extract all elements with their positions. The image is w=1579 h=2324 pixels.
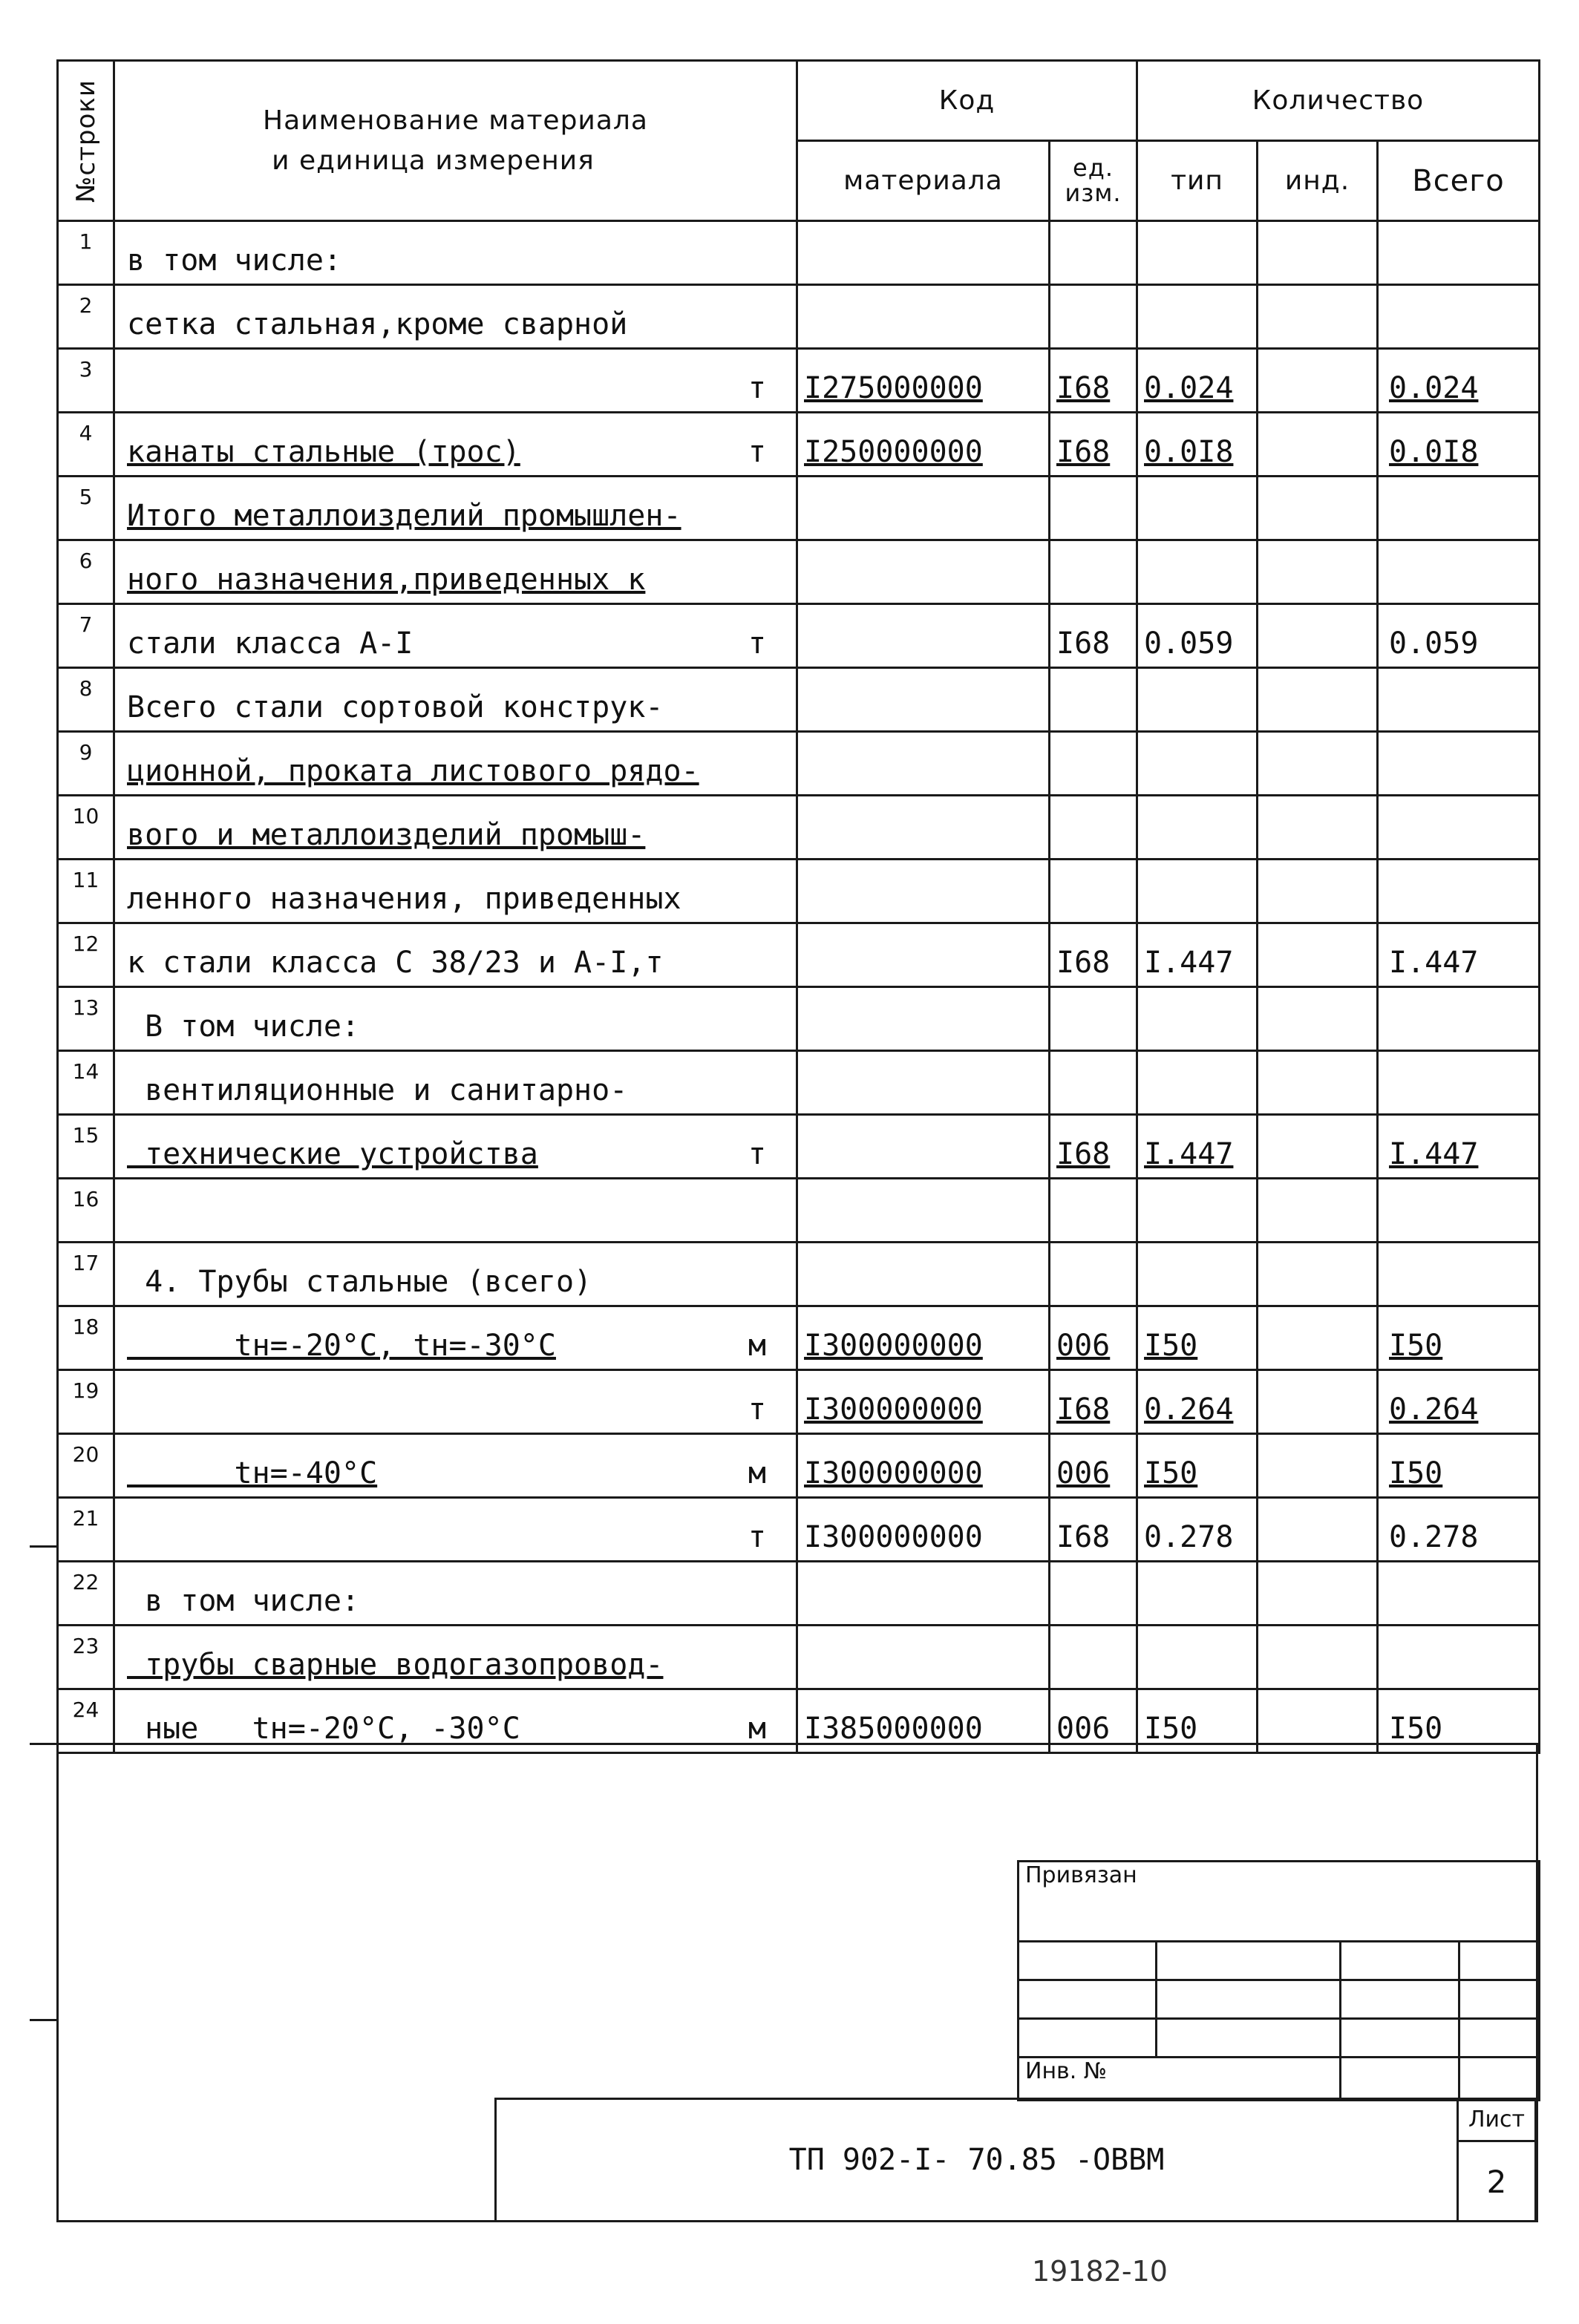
material-code: I300000000: [797, 1370, 1050, 1434]
total-quantity: [1378, 477, 1540, 540]
type-quantity: [1137, 1562, 1258, 1626]
total-quantity: 0.024: [1378, 349, 1540, 413]
table-row: [58, 1179, 1540, 1243]
material-code: [797, 1562, 1050, 1626]
material-code: [797, 540, 1050, 604]
unit-of-measure: м: [748, 1329, 766, 1363]
total-quantity: [1378, 1179, 1540, 1243]
total-quantity: [1378, 860, 1540, 923]
left-frame-line: [56, 1743, 59, 2222]
unit-code: I68: [1050, 413, 1137, 477]
individual-quantity: [1258, 477, 1378, 540]
material-name: [114, 349, 797, 413]
unit-code: [1050, 1179, 1137, 1243]
material-name: сетка стальная,кроме сварной: [114, 285, 797, 349]
material-name: стали класса А-I т: [114, 604, 797, 668]
type-quantity: I50: [1137, 1434, 1258, 1498]
type-quantity: [1137, 860, 1258, 923]
row-number: 24: [58, 1689, 114, 1753]
unit-of-measure: м: [748, 1712, 766, 1746]
total-quantity: [1378, 1051, 1540, 1115]
material-name: Всего стали сортовой конструк-: [114, 668, 797, 732]
unit-code: [1050, 1626, 1137, 1689]
total-quantity: [1378, 668, 1540, 732]
total-quantity: [1378, 1243, 1540, 1306]
individual-quantity: [1258, 604, 1378, 668]
material-name: в том числе:: [114, 221, 797, 285]
type-quantity: [1137, 987, 1258, 1051]
total-quantity: 0.278: [1378, 1498, 1540, 1562]
table-row: [58, 796, 1540, 860]
type-header: тип: [1137, 141, 1258, 221]
individual-quantity: [1258, 221, 1378, 285]
material-name: [114, 1179, 797, 1243]
row-number: 4: [58, 413, 114, 477]
unit-code: [1050, 285, 1137, 349]
material-name: трубы сварные водогазопровод-: [114, 1626, 797, 1689]
row-number: 3: [58, 349, 114, 413]
margin-tick: [30, 1545, 56, 1548]
archive-number: 19182-10: [1032, 2255, 1168, 2288]
individual-quantity: [1258, 413, 1378, 477]
total-quantity: [1378, 1562, 1540, 1626]
type-quantity: 0.278: [1137, 1498, 1258, 1562]
individual-header: инд.: [1258, 141, 1378, 221]
margin-tick: [30, 2019, 56, 2021]
row-number: 22: [58, 1562, 114, 1626]
row-number: 6: [58, 540, 114, 604]
total-quantity: [1378, 221, 1540, 285]
type-quantity: [1137, 1179, 1258, 1243]
individual-quantity: [1258, 349, 1378, 413]
individual-quantity: [1258, 1562, 1378, 1626]
row-number: 15: [58, 1115, 114, 1179]
row-number: 20: [58, 1434, 114, 1498]
material-name: [114, 1498, 797, 1562]
table-row: [58, 413, 1540, 477]
material-name: В том числе:: [114, 987, 797, 1051]
table-row: [58, 987, 1540, 1051]
type-quantity: 0.0I8: [1137, 413, 1258, 477]
row-number: 8: [58, 668, 114, 732]
type-quantity: 0.264: [1137, 1370, 1258, 1434]
material-code: I300000000: [797, 1434, 1050, 1498]
unit-code: I68: [1050, 1370, 1137, 1434]
type-quantity: [1137, 221, 1258, 285]
unit-code: I68: [1050, 1115, 1137, 1179]
individual-quantity: [1258, 1689, 1378, 1753]
individual-quantity: [1258, 1243, 1378, 1306]
material-code: [797, 477, 1050, 540]
bound-label: Привязан: [1019, 1862, 1540, 1942]
table-row: [58, 349, 1540, 413]
total-quantity: I50: [1378, 1689, 1540, 1753]
table-row: [58, 923, 1540, 987]
individual-quantity: [1258, 540, 1378, 604]
table-body: [58, 221, 1540, 1753]
unit-of-measure: т: [748, 1392, 766, 1427]
unit-code: I68: [1050, 349, 1137, 413]
total-quantity: I50: [1378, 1434, 1540, 1498]
individual-quantity: [1258, 796, 1378, 860]
material-code: I385000000: [797, 1689, 1050, 1753]
unit-of-measure: т: [748, 626, 766, 661]
table-row: [58, 604, 1540, 668]
individual-quantity: [1258, 732, 1378, 796]
material-code: [797, 604, 1050, 668]
total-quantity: 0.264: [1378, 1370, 1540, 1434]
type-quantity: I.447: [1137, 923, 1258, 987]
row-number: 7: [58, 604, 114, 668]
table-row: [58, 1243, 1540, 1306]
material-code: [797, 860, 1050, 923]
material-code: I300000000: [797, 1306, 1050, 1370]
material-code: [797, 987, 1050, 1051]
type-quantity: I50: [1137, 1689, 1258, 1753]
unit-code: [1050, 987, 1137, 1051]
row-number: 21: [58, 1498, 114, 1562]
material-name: канаты стальные (трос) т: [114, 413, 797, 477]
material-name: Итого металлоизделий промышлен-: [114, 477, 797, 540]
material-code: [797, 221, 1050, 285]
total-quantity: I50: [1378, 1306, 1540, 1370]
table-row: [58, 1051, 1540, 1115]
material-code: [797, 1243, 1050, 1306]
material-code: [797, 796, 1050, 860]
material-code: I250000000: [797, 413, 1050, 477]
table-row: [58, 1562, 1540, 1626]
material-code: [797, 923, 1050, 987]
type-quantity: 0.024: [1137, 349, 1258, 413]
binding-stamp: [1017, 1860, 1540, 2101]
material-name: 4. Трубы стальные (всего): [114, 1243, 797, 1306]
type-quantity: [1137, 540, 1258, 604]
total-quantity: [1378, 540, 1540, 604]
row-number-header: №строки: [58, 61, 114, 221]
type-quantity: I.447: [1137, 1115, 1258, 1179]
unit-code: [1050, 668, 1137, 732]
unit-code: I68: [1050, 604, 1137, 668]
unit-of-measure: т: [748, 1137, 766, 1171]
material-code: I275000000: [797, 349, 1050, 413]
unit-of-measure: т: [748, 1520, 766, 1554]
individual-quantity: [1258, 1179, 1378, 1243]
material-name: вентиляционные и санитарно-: [114, 1051, 797, 1115]
unit-of-measure: т: [748, 435, 766, 469]
unit-code: 006: [1050, 1689, 1137, 1753]
material-name: ционной, проката листового рядо-: [114, 732, 797, 796]
material-name: к стали класса С 38/23 и А-I,т: [114, 923, 797, 987]
total-quantity: [1378, 796, 1540, 860]
type-quantity: [1137, 285, 1258, 349]
unit-code: [1050, 477, 1137, 540]
frame-bottom-line: [56, 2220, 494, 2222]
individual-quantity: [1258, 285, 1378, 349]
sheet-number: 2: [1486, 2164, 1507, 2200]
unit-header: ед. изм.: [1050, 141, 1137, 221]
quantity-header: Количество: [1137, 61, 1540, 141]
unit-code: 006: [1050, 1434, 1137, 1498]
material-code: [797, 1115, 1050, 1179]
material-code: I300000000: [797, 1498, 1050, 1562]
material-code-header: материала: [797, 141, 1050, 221]
total-quantity: 0.0I8: [1378, 413, 1540, 477]
sheet-label: Лист: [1459, 2100, 1534, 2142]
name-header-line2: и единица измерения: [272, 145, 595, 176]
name-header-line1: Наименование материала: [263, 105, 648, 136]
individual-quantity: [1258, 668, 1378, 732]
type-quantity: [1137, 1051, 1258, 1115]
type-quantity: I50: [1137, 1306, 1258, 1370]
type-quantity: [1137, 1243, 1258, 1306]
row-number: 23: [58, 1626, 114, 1689]
row-number: 19: [58, 1370, 114, 1434]
unit-code: I68: [1050, 1498, 1137, 1562]
material-code: [797, 668, 1050, 732]
table-row: [58, 477, 1540, 540]
individual-quantity: [1258, 1626, 1378, 1689]
row-number: 17: [58, 1243, 114, 1306]
row-number: 14: [58, 1051, 114, 1115]
row-number: 11: [58, 860, 114, 923]
materials-table: [56, 59, 1540, 1754]
row-number: 12: [58, 923, 114, 987]
unit-code: [1050, 1051, 1137, 1115]
unit-code: [1050, 1562, 1137, 1626]
material-code: [797, 1051, 1050, 1115]
individual-quantity: [1258, 987, 1378, 1051]
type-quantity: [1137, 1626, 1258, 1689]
individual-quantity: [1258, 1115, 1378, 1179]
total-quantity: [1378, 987, 1540, 1051]
total-quantity: 0.059: [1378, 604, 1540, 668]
material-name: ные tн=-20°C, -30°C м: [114, 1689, 797, 1753]
individual-quantity: [1258, 1370, 1378, 1434]
material-name: в том числе:: [114, 1562, 797, 1626]
table-row: [58, 860, 1540, 923]
row-number: 9: [58, 732, 114, 796]
table-row: [58, 1115, 1540, 1179]
table-row: [58, 540, 1540, 604]
table-row: [58, 1434, 1540, 1498]
document-designation: ТП 902-I- 70.85 -ОВВМ: [494, 2098, 1457, 2222]
table-row: [58, 1306, 1540, 1370]
row-number: 10: [58, 796, 114, 860]
material-name: технические устройства т: [114, 1115, 797, 1179]
unit-code: [1050, 860, 1137, 923]
unit-code: [1050, 732, 1137, 796]
row-number: 13: [58, 987, 114, 1051]
material-code: [797, 1179, 1050, 1243]
table-row: [58, 285, 1540, 349]
material-name: tн=-40°C м: [114, 1434, 797, 1498]
table-row: [58, 668, 1540, 732]
total-quantity: [1378, 1626, 1540, 1689]
material-name: ного назначения,приведенных к: [114, 540, 797, 604]
row-number: 2: [58, 285, 114, 349]
total-quantity: I.447: [1378, 1115, 1540, 1179]
type-quantity: [1137, 796, 1258, 860]
individual-quantity: [1258, 1306, 1378, 1370]
table-row: [58, 1626, 1540, 1689]
unit-code: 006: [1050, 1306, 1137, 1370]
material-name: tн=-20°C, tн=-30°C м: [114, 1306, 797, 1370]
type-quantity: [1137, 477, 1258, 540]
table-row: [58, 1370, 1540, 1434]
inventory-number-label: Инв. №: [1019, 2058, 1341, 2101]
type-quantity: [1137, 668, 1258, 732]
table-row: [58, 221, 1540, 285]
unit-of-measure: м: [748, 1456, 766, 1490]
material-name: вого и металлоизделий промыш-: [114, 796, 797, 860]
total-quantity: [1378, 285, 1540, 349]
total-quantity: [1378, 732, 1540, 796]
table-row: [58, 732, 1540, 796]
material-code: [797, 732, 1050, 796]
row-number: 1: [58, 221, 114, 285]
unit-code: [1050, 796, 1137, 860]
code-header: Код: [797, 61, 1137, 141]
name-header: [114, 61, 797, 221]
individual-quantity: [1258, 1051, 1378, 1115]
unit-code: [1050, 1243, 1137, 1306]
type-quantity: [1137, 732, 1258, 796]
row-number: 5: [58, 477, 114, 540]
individual-quantity: [1258, 1498, 1378, 1562]
table-row: [58, 1689, 1540, 1753]
individual-quantity: [1258, 923, 1378, 987]
table-row: [58, 1498, 1540, 1562]
sheet-number-box: [1457, 2098, 1537, 2222]
material-code: [797, 285, 1050, 349]
row-number: 18: [58, 1306, 114, 1370]
unit-code: [1050, 221, 1137, 285]
unit-of-measure: т: [748, 371, 766, 405]
unit-code: I68: [1050, 923, 1137, 987]
total-quantity: I.447: [1378, 923, 1540, 987]
material-name: [114, 1370, 797, 1434]
material-code: [797, 1626, 1050, 1689]
unit-code: [1050, 540, 1137, 604]
individual-quantity: [1258, 860, 1378, 923]
total-header: Всего: [1378, 141, 1540, 221]
individual-quantity: [1258, 1434, 1378, 1498]
row-number: 16: [58, 1179, 114, 1243]
material-name: ленного назначения, приведенных: [114, 860, 797, 923]
type-quantity: 0.059: [1137, 604, 1258, 668]
